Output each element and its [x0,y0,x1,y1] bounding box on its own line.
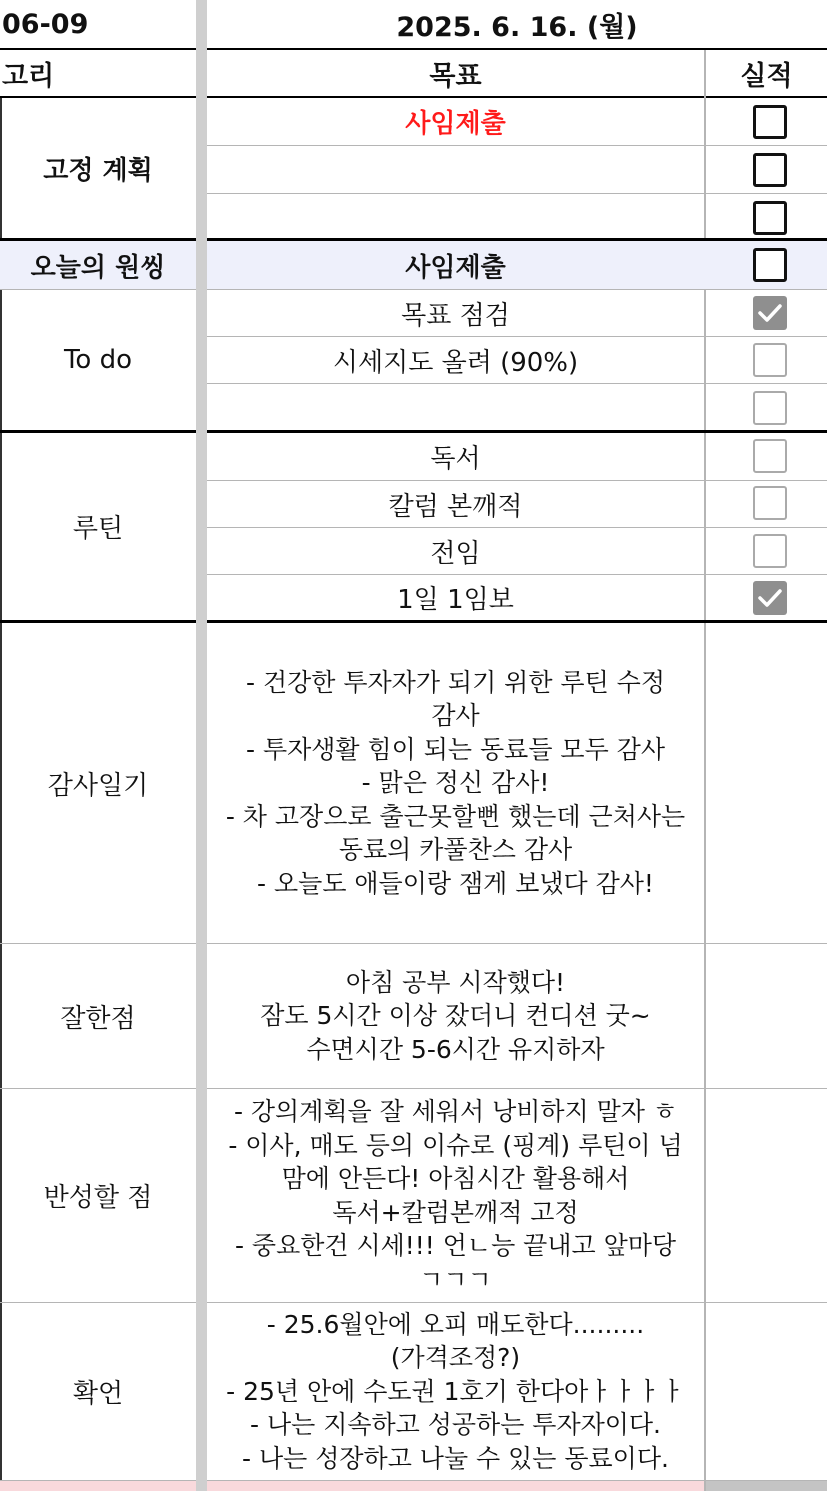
todo-checkbox-3[interactable] [753,391,787,425]
routine-checkbox-3[interactable] [753,534,787,568]
fixed-plan-checkbox-3[interactable] [753,201,787,235]
fixed-plan-item-2 [207,146,827,194]
routine-item-3: 전임 [207,528,827,575]
gratitude-label: 감사일기 [0,623,196,944]
todo-item-1: 목표 점검 [207,290,827,337]
checkmark-icon [753,296,787,330]
affirmation-label: 확언 [0,1303,196,1481]
result-header: 실적 [706,50,827,98]
routine-label: 루틴 [0,433,196,623]
one-thing-item: 사임제출 [207,241,827,290]
routine-checkbox-4[interactable] [753,581,787,615]
affirmation-text: - 25.6월안에 오피 매도한다......... (가격조정?) - 25년 안에 수도권 1호기 한다아ㅏㅏㅏㅏ - 나는 지속하고 성공하는 투자자이다. - 나는 성장하고 나눌 수 있는 동료이다. [207,1303,827,1481]
todo-label: To do [0,290,196,433]
category-header: 고리 [0,50,196,98]
fixed-plan-item-1: 사임제출 [207,98,827,146]
todo-checkbox-2[interactable] [753,343,787,377]
next-row-strip [0,1481,196,1491]
routine-item-4: 1일 1임보 [207,575,827,623]
one-thing-label: 오늘의 원씽 [0,241,196,290]
reflection-text: - 강의계획을 잘 세워서 낭비하지 말자 ㅎ - 이사, 매도 등의 이슈로 (핑계) 루틴이 넘 맘에 안든다! 아침시간 활용해서 독서+칼럼본깨적 고정 - 중요한건 시세!!! 언ㄴ능 끝내고 앞마당 ㄱㄱㄱ [207,1089,827,1303]
fixed-plan-item-3 [207,194,827,241]
well-done-text: 아침 공부 시작했다! 잠도 5시간 이상 잤더니 컨디션 굿~ 수면시간 5-6시간 유지하자 [207,944,827,1089]
fixed-plan-label: 고정 계획 [0,98,196,241]
todo-item-3 [207,384,827,433]
well-done-label: 잘한점 [0,944,196,1089]
left-gutter-bar [196,0,207,1491]
date-partial: 06-09 [0,0,196,50]
one-thing-checkbox[interactable] [753,248,787,282]
fixed-plan-checkbox-2[interactable] [753,153,787,187]
next-row-strip-goal [207,1481,704,1491]
todo-item-2: 시세지도 올려 (90%) [207,337,827,384]
date-header: 2025. 6. 16. (월) [207,0,827,50]
goal-header: 목표 [207,50,704,98]
gratitude-text: - 건강한 투자자가 되기 위한 루틴 수정 감사 - 투자생활 힘이 되는 동료들 모두 감사 - 맑은 정신 감사! - 차 고장으로 출근못할뻔 했는데 근처사는 동료의 카풀찬스 감사 - 오늘도 애들이랑 잼게 보냈다 감사! [207,623,827,944]
next-row-strip-result [706,1481,827,1491]
routine-item-1: 독서 [207,433,827,481]
routine-checkbox-2[interactable] [753,486,787,520]
routine-checkbox-1[interactable] [753,439,787,473]
todo-checkbox-1[interactable] [753,296,787,330]
fixed-plan-checkbox-1[interactable] [753,105,787,139]
routine-item-2: 칼럼 본깨적 [207,481,827,528]
reflection-label: 반성할 점 [0,1089,196,1303]
checkmark-icon [753,581,787,615]
